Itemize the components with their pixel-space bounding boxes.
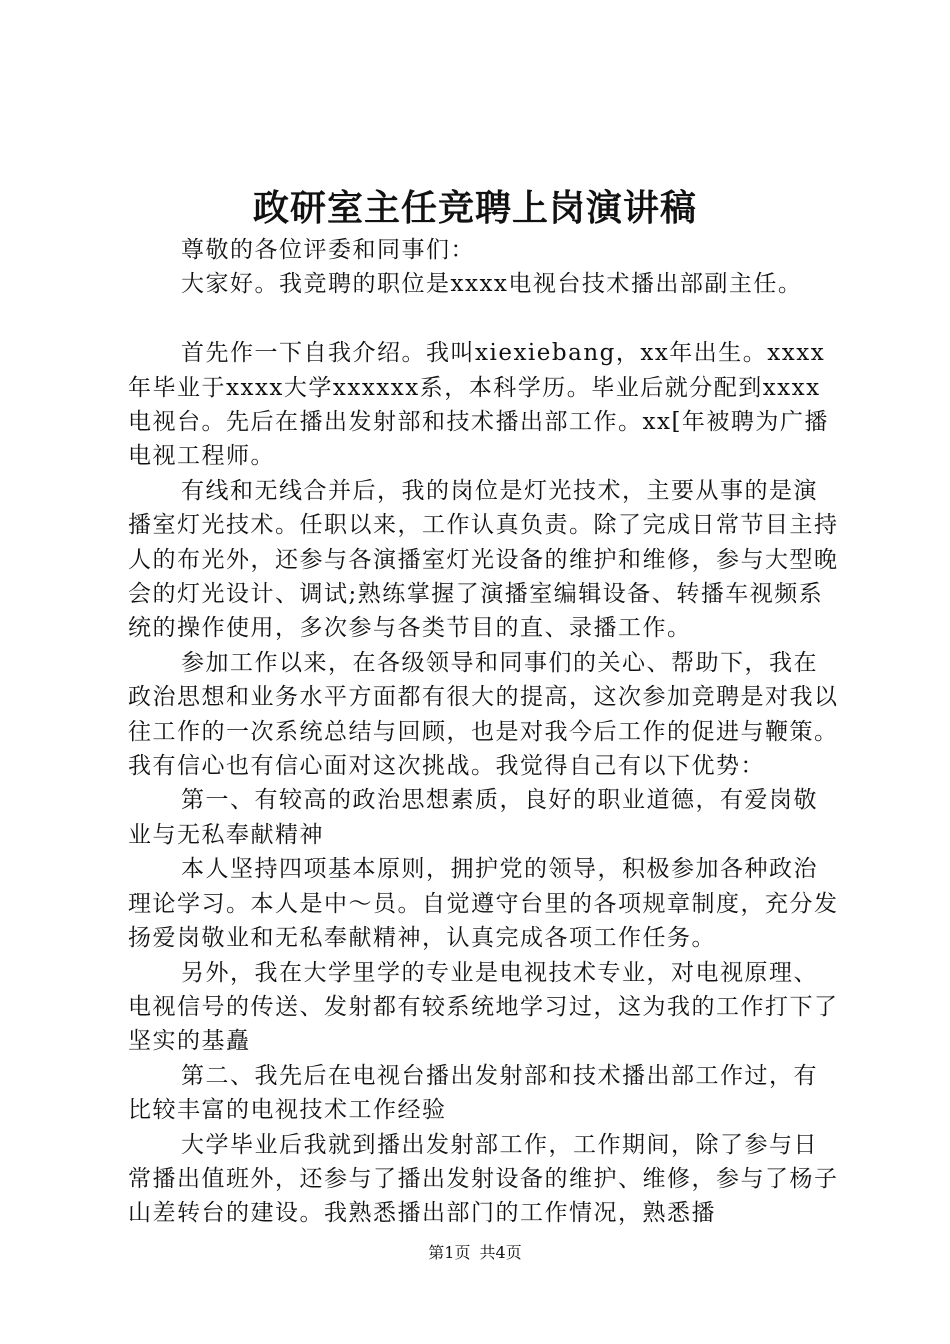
document-title: 政研室主任竞聘上岗演讲稿: [252, 187, 697, 229]
paragraph-principles: 本人坚持四项基本原则，拥护党的领导，积极参加各种政治理论学习。本人是中～员。自觉遵守台里的各项规章制度，充分发扬爱岗敬业和无私奉献精神，认真完成各项工作任务。: [128, 856, 839, 952]
page-footer: [0, 1241, 950, 1265]
paragraph-self-introduction: 首先作一下自我介绍。我叫xiexiebang，xx年出生。xxxx年毕业于xxxx大学xxxxxx系，本科学历。毕业后就分配到xxxx电视台。先后在播出发射部和技术播出部工作。xx[年被聘为广播电视工程师。: [128, 340, 829, 470]
paragraph-salutation: 尊敬的各位评委和同事们：: [181, 237, 475, 263]
paragraph-experience: 参加工作以来，在各级领导和同事们的关心、帮助下，我在政治思想和业务水平方面都有很大的提高，这次参加竞聘是对我以往工作的一次系统总结与回顾，也是对我今后工作的促进与鞭策。我有信心也有信心面对这次挑战。我觉得自己有以下优势：: [128, 649, 839, 780]
paragraph-broadcast-work: 大学毕业后我就到播出发射部工作，工作期间，除了参与日常播出值班外，还参与了播出发射设备的维护、维修，参与了杨子山差转台的建设。我熟悉播出部门的工作情况，熟悉播: [128, 1131, 839, 1227]
document-body: [128, 233, 840, 1231]
page-number: 第1页: [428, 1243, 471, 1262]
page-total: 共4页: [479, 1243, 522, 1262]
paragraph-greeting: 大家好。我竞聘的职位是xxxx电视台技术播出部副主任。: [181, 271, 803, 298]
paragraph-advantage-two-heading: 第二、我先后在电视台播出发射部和技术播出部工作过，有比较丰富的电视技术工作经验: [128, 1062, 818, 1124]
paragraph-lighting-work: 有线和无线合并后，我的岗位是灯光技术，主要从事的是演播室灯光技术。任职以来，工作认真负责。除了完成日常节目主持人的布光外，还参与各演播室灯光设备的维护和维修，参与大型晚会的灯光设计、调试;熟练掌握了演播室编辑设备、转播车视频系统的操作使用，多次参与各类节目的直、录播工作。: [128, 477, 839, 642]
paragraph-advantage-one-heading: 第一、有较高的政治思想素质，良好的职业道德，有爱岗敬业与无私奉献精神: [128, 787, 818, 848]
paragraph-education: 另外，我在大学里学的专业是电视技术专业，对电视原理、电视信号的传送、发射都有较系统地学习过，这为我的工作打下了坚实的基矗: [128, 959, 839, 1055]
